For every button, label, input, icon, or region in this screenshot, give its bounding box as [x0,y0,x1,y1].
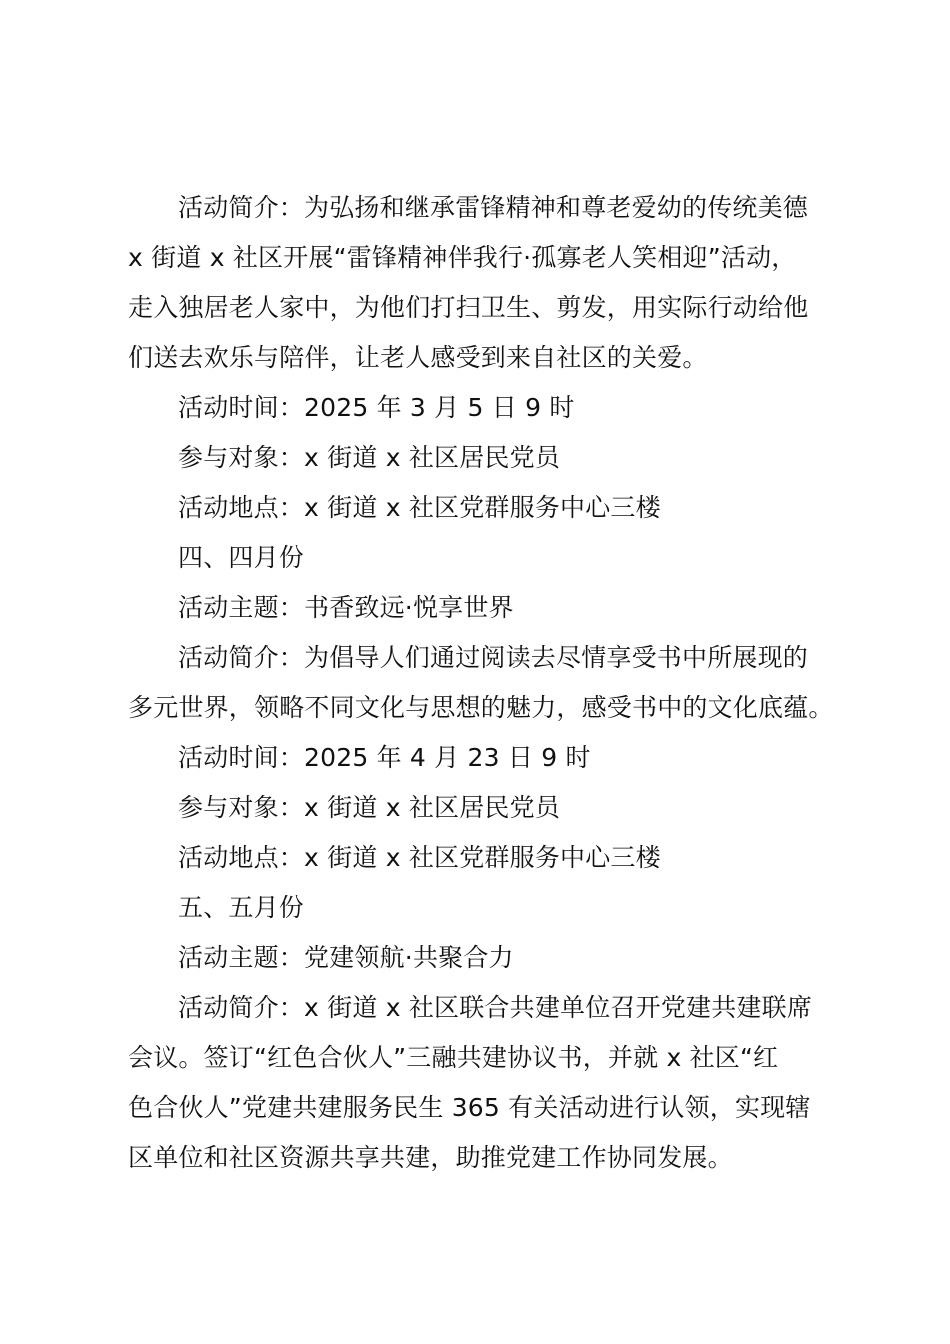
paragraph-line: 色合伙人”党建共建服务民生 365 有关活动进行认领，实现辖 [128,1093,811,1122]
paragraph-line: 们送去欢乐与陪伴，让老人感受到来自社区的关爱。 [128,343,708,372]
paragraph-line: x 街道 x 社区开展“雷锋精神伴我行·孤寡老人笑相迎”活动， [128,243,797,272]
paragraph-line: 活动简介：为弘扬和继承雷锋精神和尊老爱幼的传统美德 [178,193,809,222]
section-heading-april: 四、四月份 [178,543,305,572]
activity-theme: 活动主题：党建领航·共聚合力 [178,943,514,972]
paragraph-line: 活动简介：x 街道 x 社区联合共建单位召开党建共建联席 [178,993,813,1022]
activity-time: 活动时间：2025 年 3 月 5 日 9 时 [178,393,575,422]
activity-time: 活动时间：2025 年 4 月 23 日 9 时 [178,743,591,772]
paragraph-line: 走入独居老人家中，为他们打扫卫生、剪发，用实际行动给他 [128,293,809,322]
paragraph-line: 区单位和社区资源共享共建，助推党建工作协同发展。 [128,1143,733,1172]
paragraph-line: 活动简介：为倡导人们通过阅读去尽情享受书中所展现的 [178,643,809,672]
paragraph-line: 会议。签订“红色合伙人”三融共建协议书，并就 x 社区“红 [128,1043,779,1072]
participants: 参与对象：x 街道 x 社区居民党员 [178,793,561,822]
activity-location: 活动地点：x 街道 x 社区党群服务中心三楼 [178,843,661,872]
paragraph-line: 多元世界，领略不同文化与思想的魅力，感受书中的文化底蕴。 [128,693,834,722]
document-body [128,183,834,1183]
activity-theme: 活动主题：书香致远·悦享世界 [178,593,514,622]
activity-location: 活动地点：x 街道 x 社区党群服务中心三楼 [178,493,661,522]
section-heading-may: 五、五月份 [178,893,305,922]
participants: 参与对象：x 街道 x 社区居民党员 [178,443,561,472]
